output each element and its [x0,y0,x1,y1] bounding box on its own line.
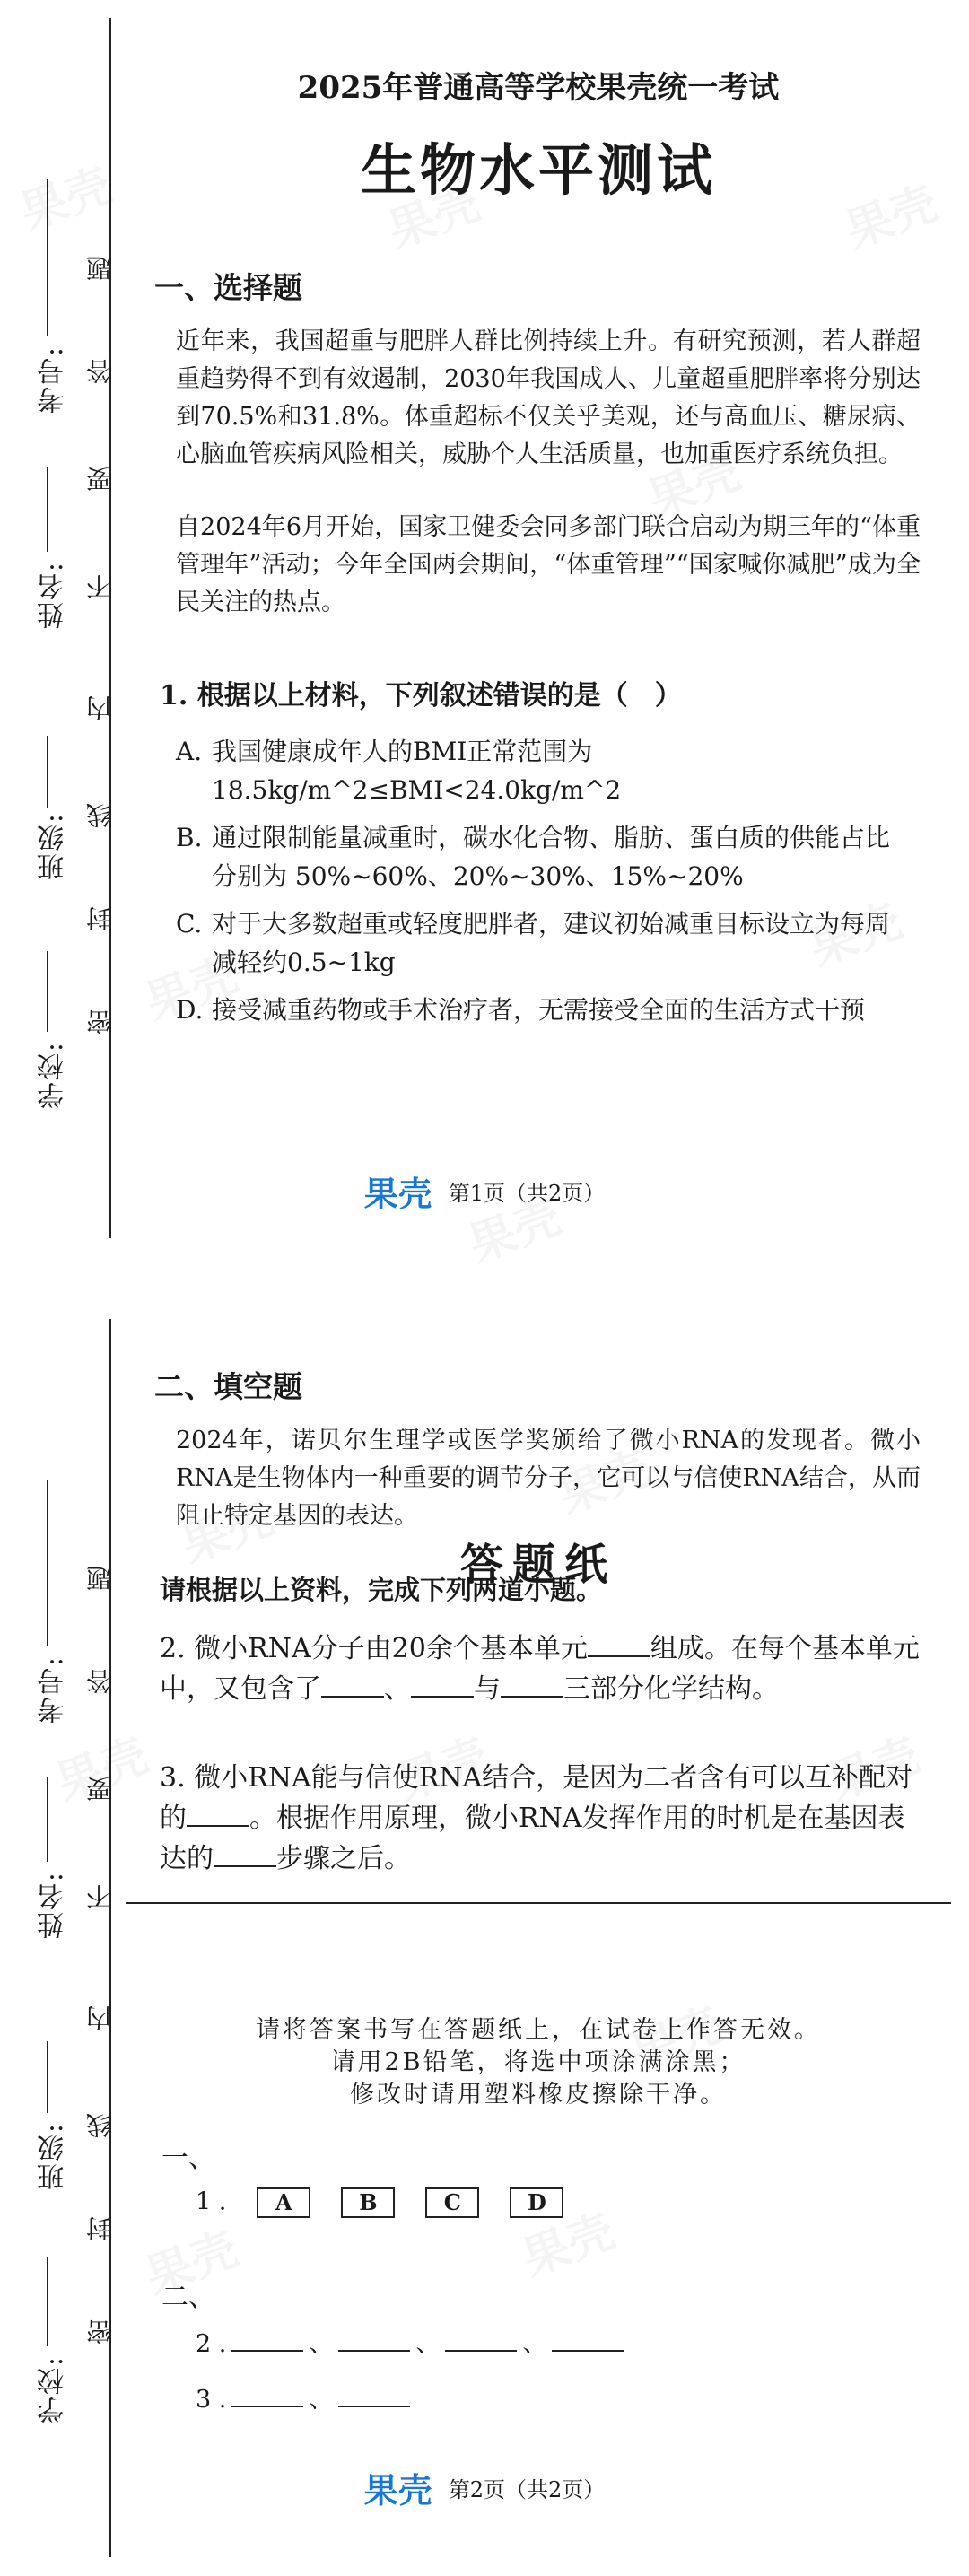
option-text: 接受减重药物或手术治疗者，无需接受全面的生活方式干预 [212,995,866,1025]
exam-page-1 [0,0,969,1270]
separator: 、 [415,2330,441,2358]
section-heading: 二、填空题 [154,1369,302,1404]
option-b [176,818,921,895]
seal-line [109,18,111,1238]
answer-blank[interactable] [552,2330,624,2352]
choice-box-c[interactable]: C [425,2187,479,2218]
seal-label-class: 班级: [38,2122,69,2191]
question-text: 三部分化学结构。 [563,1673,779,1705]
option-text: 通过限制能量减重时，碳水化合物、脂肪、蛋白质的供能占比分别为 50%~60%、20%~30%、15%~20% [212,823,891,891]
choice-box-d[interactable]: D [510,2187,563,2218]
question-text: 、 [384,1673,411,1705]
seal-char: 内 [85,2005,115,2030]
seal-blank-school [47,2257,48,2346]
answer-blank [588,1629,650,1657]
option-letter: C. [176,909,203,939]
answer-row-label: 2 . [196,2330,227,2358]
option-d [176,991,921,1029]
answer-row-label: 1 . [196,2187,227,2216]
seal-char: 封 [85,2216,115,2241]
page-footer [0,2463,969,2512]
seal-label-id: 考号: [38,1655,69,1725]
page-footer [0,1166,969,1216]
answer-sheet-note: 修改时请用塑料橡皮擦除干净。 [350,2081,727,2109]
seal-char: 答 [85,1669,115,1694]
seal-line [109,1319,111,2557]
answer-blank [321,1669,384,1698]
option-c [176,904,921,982]
guokr-logo: 果壳 [363,2471,432,2511]
seal-char: 题 [85,256,115,281]
answer-blank[interactable] [338,2330,410,2352]
answer-row-label: 3 . [196,2386,227,2414]
seal-char: 密 [85,1009,115,1035]
question-text: 组成。在每个基本单元中，又包含了 [160,1633,920,1705]
answer-blank [187,1798,249,1827]
seal-label-name: 姓名: [38,561,69,630]
seal-char: 线 [85,2113,115,2138]
seal-char: 密 [85,2319,115,2345]
seal-char: 不 [85,574,115,599]
answer-blank[interactable] [445,2330,517,2352]
seal-label-id: 考号: [38,345,69,415]
answer-section-label: 一、 [162,2143,215,2174]
seal-label-school: 学校: [38,1041,69,1110]
option-a [176,732,921,809]
exam-title: 2025年普通高等学校果壳统一考试 [297,70,780,106]
guokr-logo: 果壳 [363,1174,432,1214]
seal-char: 内 [85,695,115,720]
seal-char: 要 [85,1777,115,1802]
question-2 [160,1629,922,1709]
question-1: 1. 根据以上材料，下列叙述错误的是（ ） [160,680,682,712]
material-paragraph: 自2024年6月开始，国家卫健委会同多部门联合启动为期三年的“体重管理年”活动；今年全国两会期间，“体重管理”“国家喊你减肥”成为全民关注的热点。 [176,513,921,616]
subject-title: 生物水平测试 [360,137,716,203]
choice-box-b[interactable]: B [341,2187,395,2218]
answer-sheet-title: 答题纸 [459,1540,616,1590]
answer-sheet-note: 请将答案书写在答题纸上，在试卷上作答无效。 [256,2016,821,2044]
separator: 、 [522,2330,547,2358]
seal-blank-class [47,2041,48,2113]
seal-blank-id [47,1480,48,1646]
answer-blank [501,1669,563,1698]
question-text: 与 [474,1673,501,1705]
section-heading: 一、选择题 [154,270,302,305]
seal-label-school: 学校: [38,2355,69,2424]
answer-row-1 [196,2187,563,2218]
separator-line [126,1902,951,1904]
answer-sheet-note: 请用2B铅笔，将选中项涂满涂黑； [330,2048,746,2076]
answer-blank[interactable] [231,2386,303,2407]
answer-row-3 [196,2380,415,2414]
seal-blank-name [47,1777,48,1862]
material-paragraph: 近年来，我国超重与肥胖人群比例持续上升。有研究预测，若人群超重趋势得不到有效遏制，2030年我国成人、儿童超重肥胖率将分别达到70.5%和31.8%。体重超标不仅关乎美观，还与高血压、糖尿病、心脑血管疾病风险相关，威胁个人生活质量，也加重医疗系统负担。 [176,327,921,468]
instruction: 请根据以上资料，完成下列两道小题。 [160,1575,603,1605]
seal-blank-school [47,951,48,1032]
watermark [9,147,119,242]
exam-page-2 [0,1310,969,2576]
option-text: 对于大多数超重或轻度肥胖者，建议初始减重目标设立为每周减轻约0.5~1kg [212,909,891,977]
seal-label-class: 班级: [38,812,69,881]
seal-char: 封 [85,906,115,931]
seal-label-name: 姓名: [38,1871,69,1940]
answer-blank[interactable] [338,2386,410,2407]
option-letter: A. [176,737,203,766]
seal-char: 要 [85,467,115,492]
separator: 、 [309,2330,334,2358]
seal-char: 题 [85,1566,115,1591]
seal-blank-id [47,179,48,336]
option-letter: B. [176,823,203,852]
seal-blank-class [47,736,48,808]
seal-blank-name [47,467,48,552]
question-text: 2. 微小RNA分子由20余个基本单元 [160,1633,588,1664]
answer-blank[interactable] [231,2330,303,2352]
question-text: 。根据作用原理，微小RNA发挥作用的时机是在基因表达的 [160,1803,905,1874]
option-letter: D. [176,995,204,1025]
option-text: 我国健康成年人的BMI正常范围为18.5kg/m^2≤BMI<24.0kg/m^2 [212,737,622,805]
answer-blank [411,1669,474,1698]
seal-char: 线 [85,803,115,828]
separator: 、 [309,2386,334,2414]
answer-blank [214,1838,276,1867]
answer-row-2 [196,2324,629,2359]
seal-char: 不 [85,1884,115,1909]
question-text: 步骤之后。 [276,1843,411,1874]
seal-char: 答 [85,359,115,384]
question-text: 3. 微小RNA能与信使RNA结合，是因为二者含有可以互补配对的 [160,1762,913,1834]
material-paragraph: 2024年，诺贝尔生理学或医学奖颁给了微小RNA的发现者。微小RNA是生物体内一种重要的调节分子，它可以与信使RNA结合，从而阻止特定基因的表达。 [176,1427,921,1530]
question-3 [160,1759,922,1879]
answer-section-label: 二、 [162,2282,215,2313]
choice-box-a[interactable]: A [257,2187,310,2218]
page-number: 第2页（共2页） [448,2477,606,2502]
page-number: 第1页（共2页） [448,1181,606,1206]
